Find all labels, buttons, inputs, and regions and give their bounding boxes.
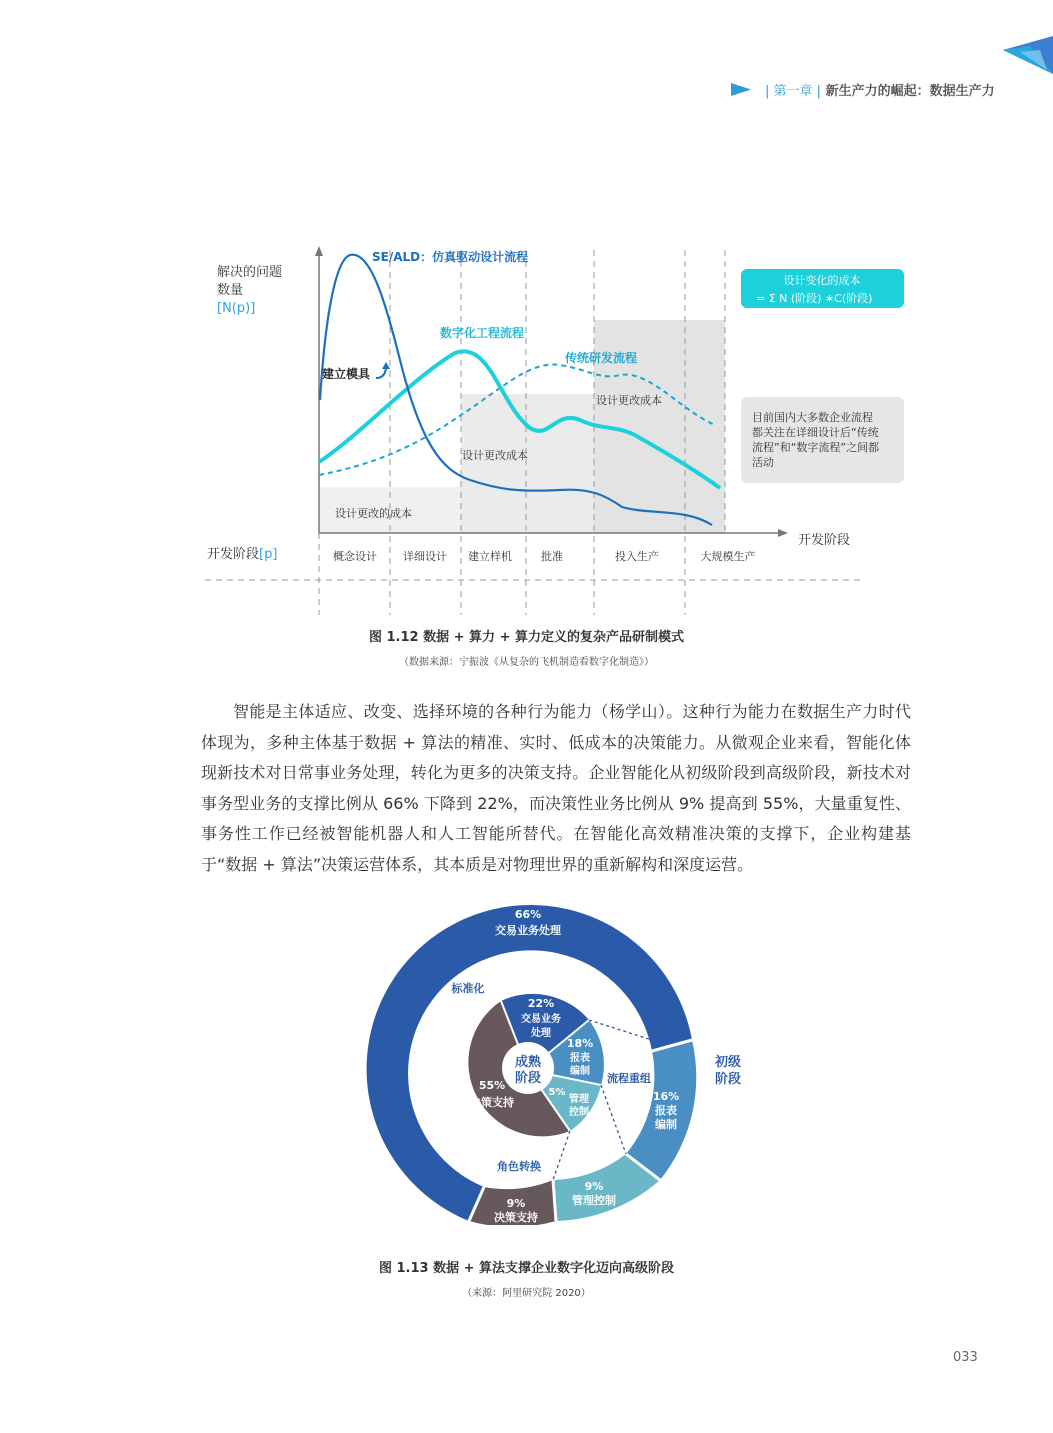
figure-1-12 — [195, 240, 915, 620]
cost-formula-line2: = Σ N (阶段) ∗C(阶段) — [756, 292, 873, 305]
figure-1-12-source: （数据来源：宁振波《从复杂的飞机制造看数字化制造》） — [399, 657, 654, 668]
y-label-line1: 解决的问题 — [217, 265, 283, 280]
y-label-line3: [N(p)] — [217, 301, 256, 316]
outer-16-pct: 16% — [652, 1090, 680, 1103]
stage-0: 概念设计 — [333, 550, 377, 563]
inner-18-l1: 报表 — [570, 1053, 590, 1064]
stage-5: 大规模生产 — [700, 550, 756, 563]
inner-22-l1: 交易业务 — [521, 1014, 561, 1025]
inner-5-l1: 管理 — [569, 1094, 589, 1105]
note-line3: 流程”和“数字流程”之间都 — [752, 441, 880, 454]
outer-9a-pct: 9% — [584, 1180, 604, 1193]
stage-label-1: 初级 — [714, 1055, 742, 1070]
outer-66-label: 交易业务处理 — [495, 924, 561, 937]
stage-label-2: 阶段 — [714, 1072, 742, 1087]
figure-1-13 — [360, 895, 760, 1225]
header-arrow-icon — [731, 83, 751, 96]
running-header — [765, 80, 995, 99]
curve-traditional-label: 传统研发流程 — [565, 351, 638, 365]
note-line2: 都关注在详细设计后“传统 — [752, 426, 879, 439]
curve-digital-label: 数字化工程流程 — [440, 326, 525, 340]
figure-1-13-source: （来源：阿里研究院 2020） — [462, 1288, 591, 1299]
outer-9b-label: 决策支持 — [494, 1211, 538, 1224]
figure-1-12-caption: 图 1.12 数据 + 算力 + 算力定义的复杂产品研制模式 — [368, 630, 684, 645]
center-label-1: 成熟 — [514, 1055, 542, 1070]
stage-tick-labels — [333, 549, 756, 563]
inner-5-l2: 控制 — [569, 1107, 589, 1118]
center-label-2: 阶段 — [514, 1071, 542, 1086]
build-mold-arrowhead — [382, 362, 390, 369]
inner-22-l2: 处理 — [531, 1028, 551, 1039]
outer-9a-label: 管理控制 — [572, 1194, 616, 1207]
role-change-label: 角色转换 — [497, 1160, 541, 1173]
paragraph-text: 智能是主体适应、改变、选择环境的各种行为能力（杨学山）。这种行为能力在数据生产力时代体现为，多种主体基于数据 + 算法的精准、实时、低成本的决策能力。从微观企业来看，智能化体现新技术对日常事业务处理，转化为更多的决策支持。企业智能化从初级阶段到高级阶段，新技术对事务型业务的支撑比例从 66% 下降到 22%，而决策性业务比例从 9% 提高到 55%，大量重复性、事务性工作已经被智能机器人和人工智能所替代。在智能化高效精准决策的支撑下，企业构建基于“数据 + 算法”决策运营体系，其本质是对物理世界的重新解构和深度运营。 — [201, 702, 911, 874]
stage-2: 建立样机 — [468, 550, 512, 563]
curve-se-label: SE/ALD：仿真驱动设计流程 — [372, 250, 529, 264]
process-reorg-label: 流程重组 — [607, 1072, 651, 1085]
x-axis-arrow — [778, 529, 788, 537]
cost-label-high: 设计更改成本 — [596, 394, 662, 407]
standardize-label: 标准化 — [451, 982, 485, 995]
inner-18-pct: 18% — [566, 1037, 594, 1050]
stage-4: 投入生产 — [615, 550, 659, 563]
stage-label: 开发阶段[p] — [207, 547, 278, 562]
inner-55-label: 决策支持 — [470, 1096, 514, 1109]
chapter-label: | 第一章 | — [765, 84, 822, 99]
figure-1-13-caption: 图 1.13 数据 + 算法支撑企业数字化迈向高级阶段 — [378, 1261, 675, 1276]
corner-decoration — [995, 30, 1053, 80]
inner-18-l2: 编制 — [570, 1066, 590, 1077]
cost-label-mid: 设计更改成本 — [462, 449, 528, 462]
x-axis-label: 开发阶段 — [798, 533, 851, 548]
stage-3: 批准 — [541, 550, 563, 563]
body-paragraph — [201, 697, 911, 880]
outer-9b-pct: 9% — [506, 1197, 526, 1210]
outer-16-l2: 编制 — [655, 1118, 677, 1131]
inner-5-pct: 5% — [548, 1087, 566, 1098]
stage-1: 详细设计 — [403, 550, 447, 563]
outer-66-pct: 66% — [514, 908, 542, 921]
y-label-line2: 数量 — [217, 283, 244, 298]
cost-formula-line1: 设计变化的成本 — [783, 274, 861, 287]
outer-16-l1: 报表 — [655, 1104, 677, 1117]
note-box — [741, 397, 904, 483]
inner-22-pct: 22% — [527, 997, 555, 1010]
y-axis-arrow — [315, 246, 323, 256]
note-line1: 目前国内大多数企业流程 — [752, 411, 873, 424]
cost-label-low: 设计更改的成本 — [335, 507, 412, 520]
page-number: 033 — [953, 1350, 978, 1365]
chapter-title: 新生产力的崛起：数据生产力 — [825, 84, 995, 99]
build-mold-label: 建立模具 — [322, 367, 371, 381]
inner-55-pct: 55% — [478, 1079, 506, 1092]
note-line4: 活动 — [752, 456, 774, 469]
